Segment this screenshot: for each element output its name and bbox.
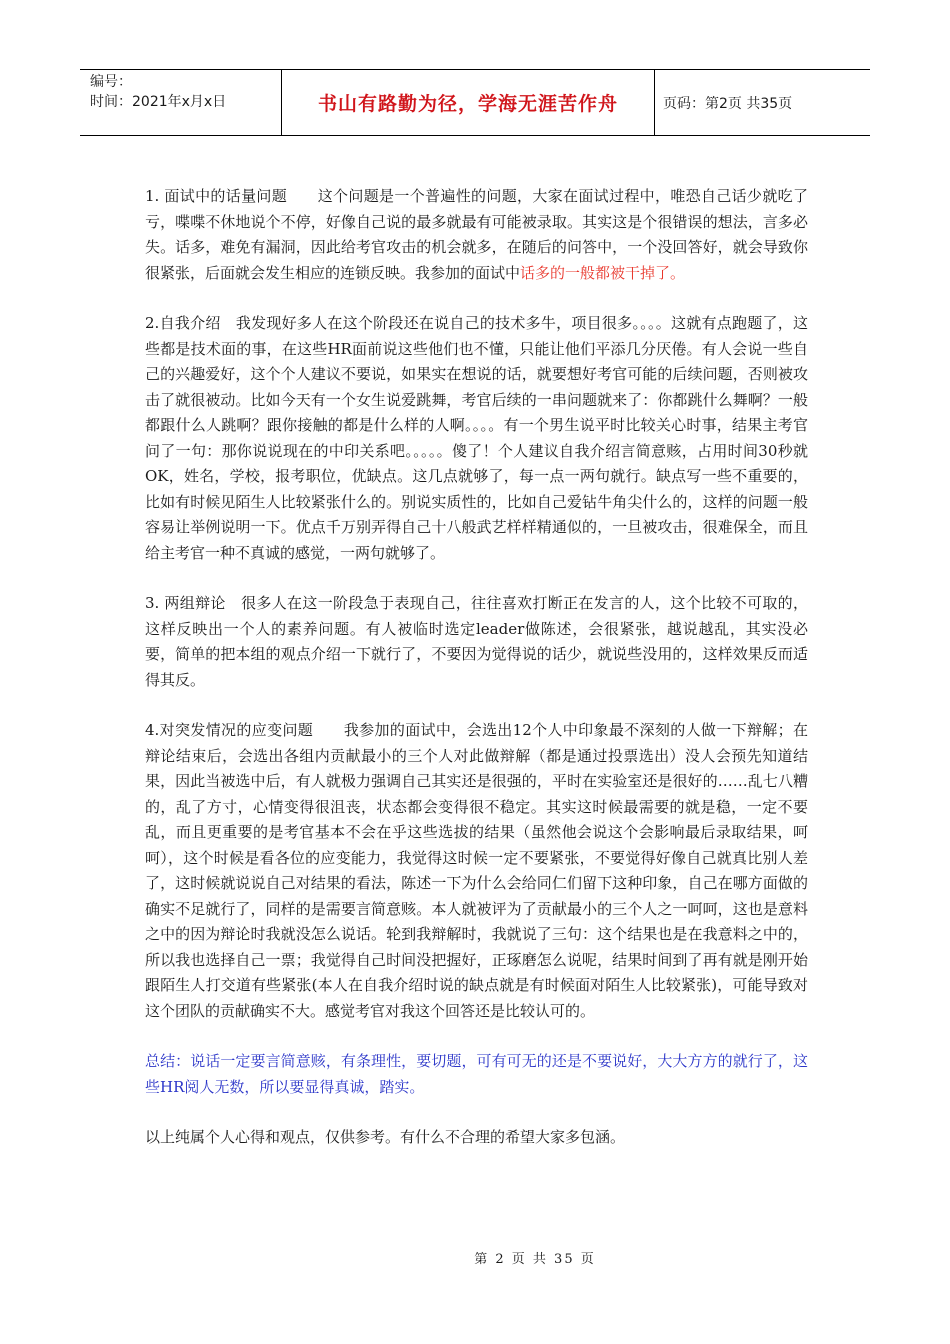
paragraph-text: 2.自我介绍 我发现好多人在这个阶段还在说自己的技术多牛，项目很多。。。。这就有点跑题了，这些都是技术面的事，在这些HR面前说这些他们也不懂，只能让他们平添几分厌倦。有人会说一些自己的兴趣爱好，这个个人建议不要说，如果实在想说的话，就要想好考官可能的后续问题，否则被攻击了就很被动。比如今天有一个女生说爱跳舞，考官后续的一串问题就来了：你都跳什么舞啊？一般都跟什么人跳啊？跟你接触的都是什么样的人啊。。。。有一个男生说平时比较关心时事，结果主考官问了一句：那你说说现在的中印关系吧。。。。。傻了！个人建议自我介绍言简意赅，占用时间30秒就OK，姓名，学校，报考职位，优缺点。这几点就够了，每一点一两句就行。缺点写一些不重要的，比如有时候见陌生人比较紧张什么的。别说实质性的，比如自己爱钻牛角尖什么的，这样的问题一般容易让举例说明一下。优点千万别弄得自己十八般武艺样样精通似的，一旦被攻击，很难保全，而且给主考官一种不真诚的感觉，一两句就够了。 [145, 314, 808, 562]
paragraph-text: 1. 面试中的话量问题 这个问题是一个普遍性的问题，大家在面试过程中，唯恐自己话少就吃了亏，喋喋不休地说个不停，好像自己说的最多就最有可能被录取。其实这是个很错误的想法，言多必失。话多，难免有漏洞，因此给考官攻击的机会就多，在随后的问答中，一个没回答好，就会导致你很紧张，后面就会发生相应的连锁反映。我参加的面试中 [145, 187, 808, 282]
summary-label: 总结： [145, 1052, 191, 1070]
document-number-label: 编号： [90, 74, 132, 90]
page-footer: 第 2 页 共 35 页 [474, 1252, 596, 1267]
paragraph-self-intro [145, 311, 808, 566]
red-highlight-text: 话多的一般都被干掉了。 [520, 263, 686, 282]
paragraph-summary [145, 1049, 808, 1100]
document-body [145, 184, 808, 1176]
header-page-info: 页码：第2页 共35页 [663, 95, 793, 112]
paragraph-talk-volume [145, 184, 808, 286]
paragraph-text: 3. 两组辩论 很多人在这一阶段急于表现自己，往往喜欢打断正在发言的人，这个比较不可取的，这样反映出一个人的素养问题。有人被临时选定leader做陈述，会很紧张，越说越乱，其实没必要，简单的把本组的观点介绍一下就行了，不要因为觉得说的话少，就说些没用的，这样效果反而适得其反。 [145, 594, 808, 689]
paragraph-closing [145, 1125, 808, 1151]
paragraph-text: 以上纯属个人心得和观点，仅供参考。有什么不合理的希望大家多包涵。 [145, 1128, 626, 1146]
paragraph-group-debate [145, 591, 808, 693]
header-meta [80, 70, 282, 135]
header-motto: 书山有路勤为径，学海无涯苦作舟 [282, 70, 655, 135]
document-header [80, 69, 870, 136]
paragraph-emergency-response [145, 718, 808, 1024]
summary-text: 说话一定要言简意赅，有条理性，要切题，可有可无的还是不要说好，大大方方的就行了，这些HR阅人无数，所以要显得真诚，踏实。 [145, 1052, 808, 1096]
document-date-label: 时间：2021年x月x日 [90, 94, 227, 110]
paragraph-text: 4.对突发情况的应变问题 我参加的面试中，会选出12个人中印象最不深刻的人做一下辩解；在辩论结束后，会选出各组内贡献最小的三个人对此做辩解（都是通过投票选出）没人会预先知道结果，因此当被选中后，有人就极力强调自己其实还是很强的，平时在实验室还是很好的……乱七八糟的，乱了方寸，心情变得很沮丧，状态都会变得很不稳定。其实这时候最需要的就是稳，一定不要乱，而且更重要的是考官基本不会在乎这些选拔的结果（虽然他会说这个会影响最后录取结果，呵呵），这个时候是看各位的应变能力，我觉得这时候一定不要紧张，不要觉得好像自己就真比别人差了，这时候就说说自己对结果的看法，陈述一下为什么会给同仁们留下这种印象，自己在哪方面做的确实不足就行了，同样的是需要言简意赅。本人就被评为了贡献最小的三个人之一呵呵，这也是意料之中的因为辩论时我就没怎么说话。轮到我辩解时，我就说了三句：这个结果也是在我意料之中的，所以我也选择自己一票；我觉得自己时间没把握好，正琢磨怎么说呢，结果时间到了再有就是刚开始跟陌生人打交道有些紧张(本人在自我介绍时说的缺点就是有时候面对陌生人比较紧张)，可能导致对这个团队的贡献确实不大。感觉考官对我这个回答还是比较认可的。 [145, 721, 808, 1020]
